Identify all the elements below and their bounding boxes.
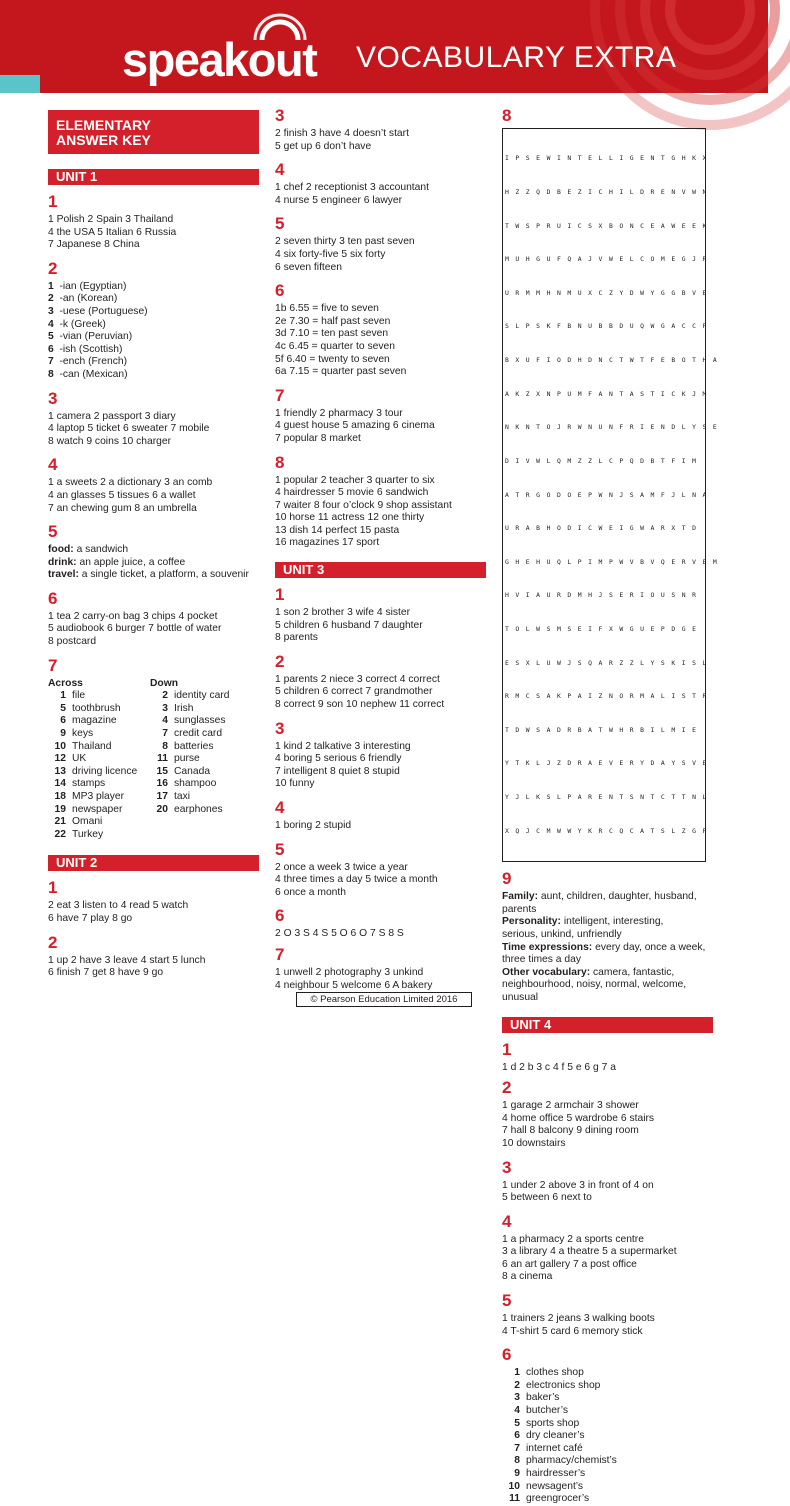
exercise-number: 2 [275, 651, 285, 671]
exercise-number: 4 [48, 455, 58, 475]
across-list: Across 1 file 5 toothbrush 6 magazine 9 keys 10 Thailand 12 UK 13 driving licence 14 stamps 18 MP3 player 19 newspaper 21 Omani 22 Turkey [48, 677, 138, 840]
exercise-number: 6 [502, 1345, 512, 1365]
unit-4-heading: UNIT 4 [502, 1017, 713, 1033]
unit4-ex2: 1 garage 2 armchair 3 shower 4 home office 5 wardrobe 6 stairs 7 hall 8 balcony 9 dining room 10 downstairs [502, 1100, 655, 1149]
unit-2-heading: UNIT 2 [48, 855, 259, 871]
exercise-number: 1 [48, 878, 58, 898]
unit2-ex1: 2 eat 3 listen to 4 read 5 watch 6 have 7 play 8 go [48, 900, 189, 924]
word-search-grid: I P S E W I N T E L L I G E N T G H K X H Z Z Q D B E Z I C H I L D R E N V W N T W S P R U I C S X B O N C E A W E E K M U H G U F Q A J V W E L C O M E G J R U R M M H N M U X C Z Y D W Y G G B V E S L P S K F B N U B B D U Q W G A C C P B X U F I O D H D N C T W T F E B O T H A A K Z X N P U M F A N T A S T I C K J M N K N T O J R W N U N F R I E N D L Y S E D I V W L Q M Z Z L C P Q D B T F I M A T R G O D O E P W N J S A M F J L N A U R A B H O D I C W E I G W A R X T D G H E H U Q L P I M P W V B V Q E R V E M H V I A U R D M H J S E R I O U S N R T O L W S M S E I F X W G U E P D G E E S X L U W J S Q A R Z Z L Y S K I S L R M C S A K P A I Z N O R M A L I S T R T D W S A D R B A T W H R B I L M I E Y T K L J Z D R A E V E R Y D A Y S V E Y J L K S L P A R E N T S N T C T T N L X Q J C M W W Y K R C Q C A T S L Z G P [502, 128, 706, 862]
unit1-ex5: food: a sandwich drink: an apple juice, a coffee travel: a single ticket, a platform, a souvenir [48, 544, 249, 581]
unit3-ex6: 2 O 3 S 4 S 5 O 6 O 7 S 8 S [275, 928, 404, 940]
exercise-number: 7 [275, 385, 285, 405]
unit4-ex4: 1 a pharmacy 2 a sports centre 3 a library 4 a theatre 5 a supermarket 6 an art gallery 7 a post office 8 a cinema [502, 1233, 677, 1283]
unit4-ex1: 1 d 2 b 3 c 4 f 5 e 6 g 7 a [502, 1061, 616, 1073]
exercise-number: 6 [275, 906, 285, 926]
unit1-ex6: 1 tea 2 carry-on bag 3 chips 4 pocket 5 audiobook 6 burger 7 bottle of water 8 postcard [48, 610, 222, 648]
unit3-ex3: 1 kind 2 talkative 3 interesting 4 boring 5 serious 6 friendly 7 intelligent 8 quiet 8 stupid 10 funny [275, 740, 411, 790]
unit2-ex7: 1 friendly 2 pharmacy 3 tour 4 guest house 5 amazing 6 cinema 7 popular 8 market [275, 407, 435, 444]
exercise-number: 4 [502, 1211, 512, 1231]
exercise-number: 6 [275, 281, 285, 301]
unit-3-heading: UNIT 3 [275, 562, 486, 578]
exercise-number: 2 [48, 258, 58, 278]
unit3-ex5: 2 once a week 3 twice a year 4 three times a day 5 twice a month 6 once a month [275, 861, 438, 898]
exercise-number: 2 [502, 1078, 512, 1098]
exercise-number: 2 [48, 932, 58, 952]
teal-accent [0, 75, 40, 93]
copyright-footer: © Pearson Education Limited 2016 [296, 992, 472, 1007]
column-middle [275, 108, 490, 992]
exercise-number: 8 [275, 452, 285, 472]
exercise-number: 4 [275, 160, 285, 180]
unit3-ex4: 1 boring 2 stupid [275, 820, 352, 831]
exercise-number: 8 [502, 106, 512, 125]
exercise-number: 5 [275, 214, 285, 234]
exercise-number: 5 [502, 1291, 512, 1311]
exercise-number: 3 [275, 718, 285, 738]
unit2-ex6: 1b 6.55 = five to seven 2e 7.30 = half past seven 3d 7.10 = ten past seven 4c 6.45 = quarter to seven 5f 6.40 = twenty to seven 6a 7.15 = quarter past seven [275, 303, 407, 378]
unit1-ex7-crossword [48, 678, 263, 842]
exercise-number: 3 [275, 106, 285, 125]
unit4-ex3: 1 under 2 above 3 in front of 4 on 5 between 6 next to [502, 1179, 654, 1204]
unit3-ex1: 1 son 2 brother 3 wife 4 sister 5 children 6 husband 7 daughter 8 parents [275, 607, 423, 644]
unit3-ex7: 1 unwell 2 photography 3 unkind 4 neighbour 5 welcome 6 A bakery [275, 966, 433, 991]
unit1-ex1: 1 Polish 2 Spain 3 Thailand 4 the USA 5 Italian 6 Russia 7 Japanese 8 China [48, 214, 177, 251]
exercise-number: 1 [48, 192, 58, 211]
unit3-ex9: Family: aunt, children, daughter, husband, parents Personality: intelligent, interesting, serious, unkind, unfriendly Time expressions: every day, once a week, three times a day Other vocabulary: camera, fantastic, neighbourhood, noisy, normal, welcome, unusual [502, 891, 706, 1003]
unit4-ex6: 1 clothes shop 2 electronics shop 3 baker’s 4 butcher’s 5 sports shop 6 dry cleaner’s 7 internet café 8 pharmacy/chemist’s 9 hairdresser’s 10 newsagent’s 11 greengrocer’s [508, 1367, 617, 1505]
exercise-number: 1 [275, 585, 285, 605]
exercise-number: 5 [275, 839, 285, 859]
exercise-number: 1 [502, 1039, 512, 1059]
exercise-number: 7 [48, 655, 58, 675]
exercise-number: 9 [502, 869, 512, 889]
unit3-ex2: 1 parents 2 niece 3 correct 4 correct 5 children 6 correct 7 grandmother 8 correct 9 son 10 nephew 11 correct [275, 673, 445, 711]
page-subtitle: VOCABULARY EXTRA [356, 41, 677, 74]
header-banner [0, 0, 768, 93]
down-list: Down 2 identity card 3 Irish 4 sunglasses 7 credit card 8 batteries 11 purse 15 Canada 16 shampoo 17 taxi 20 earphones [150, 677, 230, 815]
exercise-number: 7 [275, 944, 285, 964]
column-left [48, 110, 263, 980]
unit-1-heading: UNIT 1 [48, 169, 259, 185]
exercise-number: 4 [275, 798, 285, 817]
exercise-number: 6 [48, 588, 58, 608]
speakout-logo: speakout [122, 33, 317, 86]
column-right [502, 108, 722, 1506]
unit2-ex3: 2 finish 3 have 4 doesn’t start 5 get up 6 don’t have [275, 128, 409, 152]
unit1-ex2: 1 -ian (Egyptian) 2 -an (Korean) 3 -uese (Portuguese) 4 -k (Greek) 5 -vian (Peruvian) 6 -ish (Scottish) 7 -ench (French) 8 -can (Mexican) [48, 280, 148, 380]
unit2-ex2: 1 up 2 have 3 leave 4 start 5 lunch 6 finish 7 get 8 have 9 go [48, 954, 206, 979]
unit2-ex5: 2 seven thirty 3 ten past seven 4 six forty-five 5 six forty 6 seven fifteen [275, 236, 415, 273]
answer-key-title: ELEMENTARY ANSWER KEY [48, 110, 259, 154]
exercise-number: 3 [502, 1157, 512, 1177]
unit2-ex4: 1 chef 2 receptionist 3 accountant 4 nurse 5 engineer 6 lawyer [275, 182, 429, 206]
unit1-ex4: 1 a sweets 2 a dictionary 3 an comb 4 an glasses 5 tissues 6 a wallet 7 an chewing gum 8 an umbrella [48, 477, 213, 514]
unit2-ex8: 1 popular 2 teacher 3 quarter to six 4 hairdresser 5 movie 6 sandwich 7 waiter 8 four o’clock 9 shop assistant 10 horse 11 actress 12 one thirty 13 dish 14 perfect 15 pasta 16 magazines 17 sport [275, 474, 452, 549]
exercise-number: 3 [48, 388, 58, 408]
unit4-ex5: 1 trainers 2 jeans 3 walking boots 4 T-shirt 5 card 6 memory stick [502, 1313, 655, 1337]
exercise-number: 5 [48, 522, 58, 542]
unit1-ex3: 1 camera 2 passport 3 diary 4 laptop 5 ticket 6 sweater 7 mobile 8 watch 9 coins 10 charger [48, 410, 210, 447]
